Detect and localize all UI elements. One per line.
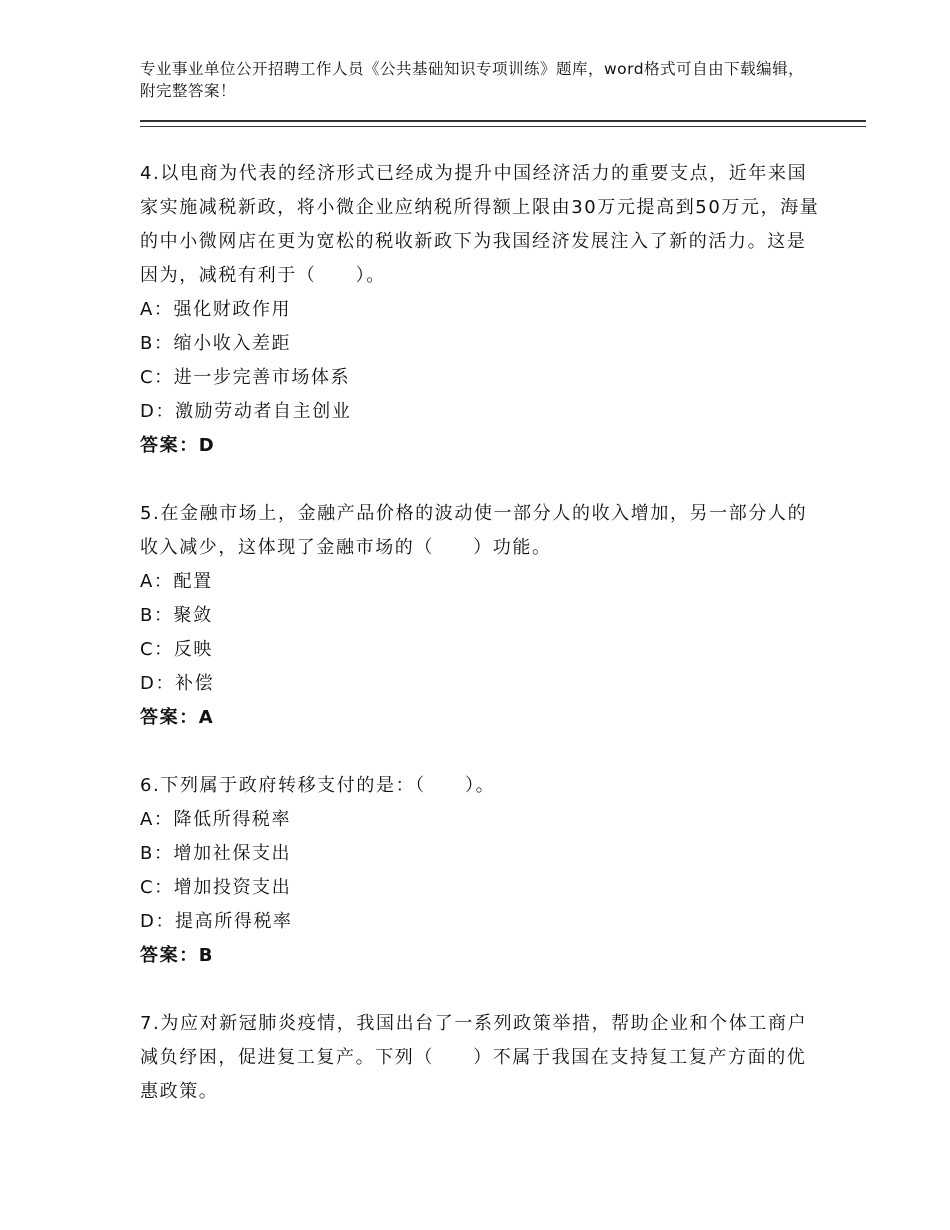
option-d: D：激励劳动者自主创业 <box>140 401 352 422</box>
question-stem: 7.为应对新冠肺炎疫情，我国出台了一系列政策举措，帮助企业和个体工商户减负纾困，促进复工复产。下列（ ）不属于我国在支持复工复产方面的优惠政策。 <box>140 1013 808 1102</box>
option-d: D：提高所得税率 <box>140 911 293 932</box>
question-7 <box>140 1007 820 1109</box>
option-b: B：聚敛 <box>140 605 213 626</box>
question-4 <box>140 157 820 463</box>
option-b: B：增加社保支出 <box>140 843 292 864</box>
option-c: C：进一步完善市场体系 <box>140 367 351 388</box>
question-5 <box>140 497 820 735</box>
option-c: C：增加投资支出 <box>140 877 292 898</box>
document-header: 专业事业单位公开招聘工作人员《公共基础知识专项训练》题库，word格式可自由下载编辑，附完整答案！ <box>140 60 805 100</box>
header-divider <box>140 120 866 127</box>
option-a: A：强化财政作用 <box>140 299 292 320</box>
option-a: A：降低所得税率 <box>140 809 292 830</box>
option-d: D：补偿 <box>140 673 215 694</box>
option-c: C：反映 <box>140 639 213 660</box>
option-a: A：配置 <box>140 571 213 592</box>
question-stem: 4.以电商为代表的经济形式已经成为提升中国经济活力的重要支点，近年来国家实施减税新政，将小微企业应纳税所得额上限由30万元提高到50万元，海量的中小微网店在更为宽松的税收新政下为我国经济发展注入了新的活力。这是因为，减税有利于（ ）。 <box>140 163 820 286</box>
question-stem: 5.在金融市场上，金融产品价格的波动使一部分人的收入增加，另一部分人的收入减少，这体现了金融市场的（ ）功能。 <box>140 503 808 558</box>
question-stem: 6.下列属于政府转移支付的是：（ ）。 <box>140 775 496 796</box>
answer-label: 答案：B <box>140 945 215 966</box>
answer-label: 答案：D <box>140 435 216 456</box>
option-b: B：缩小收入差距 <box>140 333 292 354</box>
question-list <box>140 157 820 1109</box>
answer-label: 答案：A <box>140 707 215 728</box>
question-6 <box>140 769 820 973</box>
